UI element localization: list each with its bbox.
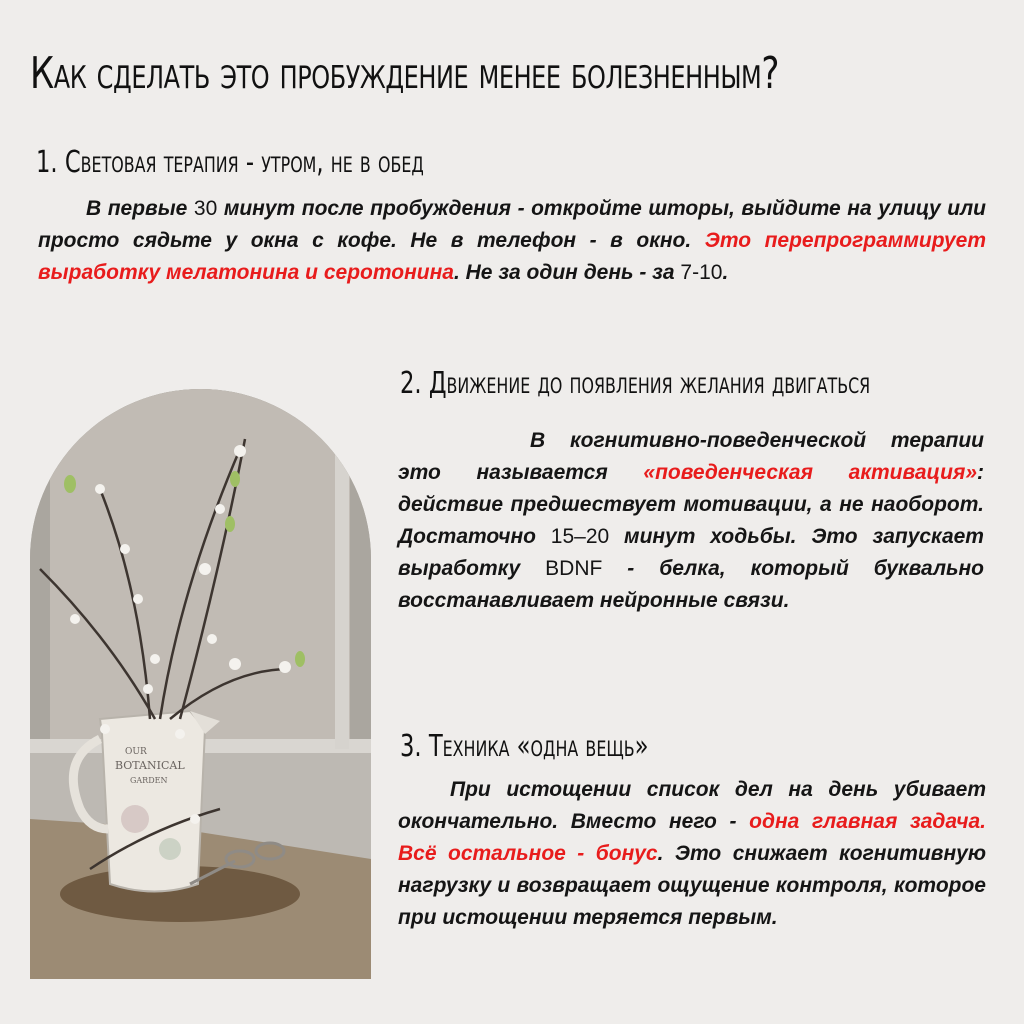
number-run: 7-10 <box>680 261 723 284</box>
section-2-heading: 2. Движение до появления желания двигаться <box>400 366 871 401</box>
highlight-text: «поведенческая активация» <box>643 461 977 484</box>
text-run: При истощении список дел на день убивает окончательно. Вместо него - <box>398 778 986 833</box>
flower-print <box>121 805 149 833</box>
pitcher <box>100 711 205 892</box>
window-frame <box>335 389 349 749</box>
text-run: : действие предшествует мотивации, а не наоборот. Достаточно <box>398 461 984 548</box>
pitcher-label: OUR <box>125 747 147 757</box>
text-run: минут после пробуждения - откройте шторы, выйдите на улицу или просто сядьте у окна с кофе. Не в телефон - в окно. <box>38 197 987 252</box>
section-3-heading: 3. Техника «одна вещь» <box>400 729 649 764</box>
pitcher-label: GARDEN <box>130 776 168 785</box>
number-run: 30 <box>193 197 218 220</box>
text-run: . Не за один день - за <box>453 261 681 284</box>
flower-print <box>159 838 181 860</box>
text-run: минут ходьбы. Это запускает выработку <box>398 525 984 580</box>
text-run: - белка, который буквально восстанавливает нейронные связи. <box>398 557 984 612</box>
section-2-text <box>398 425 984 617</box>
page-title: Как сделать это пробуждение менее болезненным? <box>30 48 779 99</box>
text-run: . Это снижает когнитивную нагрузку и возвращает ощущение контроля, которое при истощении теряется первым. <box>398 842 987 929</box>
highlight-text: одна главная задача. Всё остальное - бонус <box>398 810 986 865</box>
text-run: В когнитивно-поведенческой терапии это называется <box>398 429 984 484</box>
photo-illustration <box>30 389 371 979</box>
section-3-text <box>398 774 986 934</box>
highlight-text: Это перепрограммирует выработку мелатонина и серотонина <box>38 229 987 284</box>
text-run: . <box>722 261 729 284</box>
pitcher-with-branches-photo <box>30 389 371 979</box>
section-1-text <box>38 193 986 289</box>
text-run: В первые <box>86 197 194 220</box>
pitcher-label: BOTANICAL <box>115 759 185 772</box>
abbreviation-run: BDNF <box>545 557 603 580</box>
section-1-heading: 1. Световая терапия - утром, не в обед <box>36 145 424 180</box>
number-run: 15–20 <box>550 525 610 548</box>
